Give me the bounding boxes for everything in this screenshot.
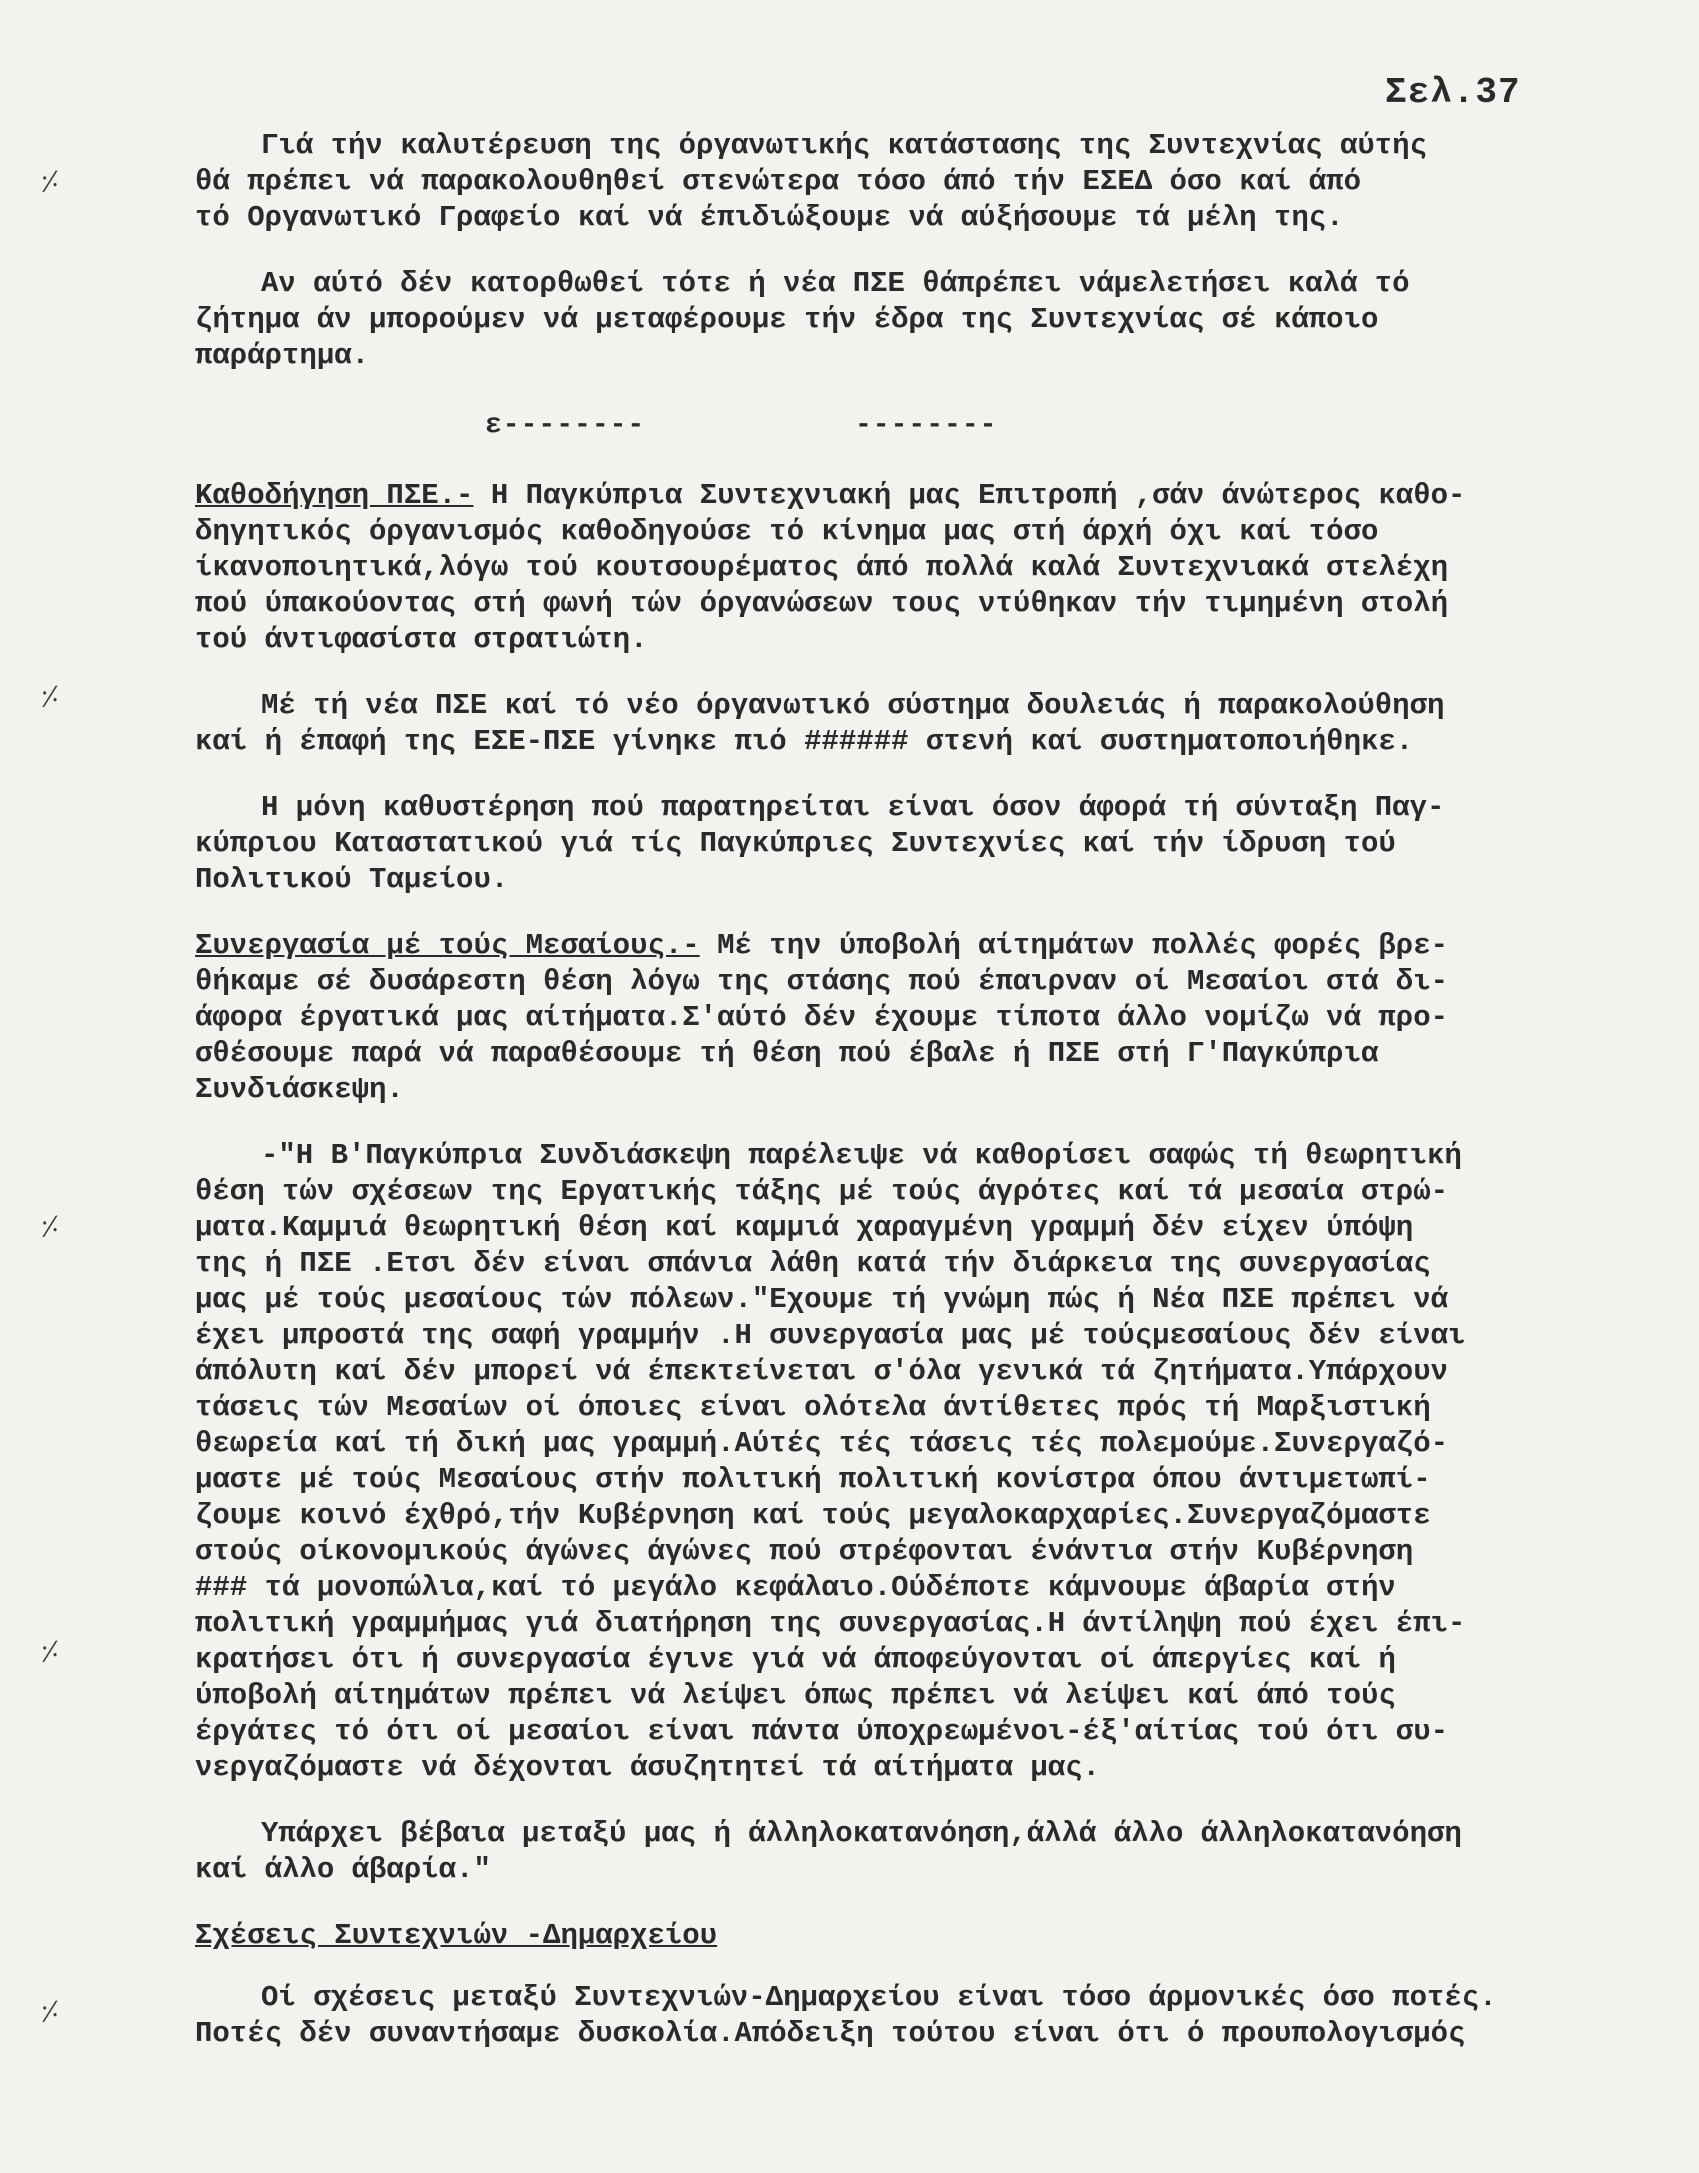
section-text: Η Παγκύπρια Συντεχνιακή μας Επιτροπή ,σάν άνώτερος καθο- δηγητικός όργανισμός καθοδηγούσε τό κίνημα μας στή άρχή όχι καί τόσο ίκανοποιητικά,λόγω τού κουτσουρέματος άπό πολλά καλά Συντεχνιακά στελέχη πού ύπακούοντας στή φωνή τών όργανώσεων τους ντύθηκαν τήν τιμημένη στολή τού άντιφασίστα στρατιώτη.	[195, 479, 1466, 656]
separator-right: --------	[855, 410, 998, 441]
margin-mark: ⸓	[40, 1998, 60, 2032]
paragraph: Αν αύτό δέν κατορθωθεί τότε ή νέα ΠΣΕ θάπρέπει νάμελετήσει καλά τό ζήτημα άν μπορούμεν νά μεταφέρουμε τήν έδρα της Συντεχνίας σέ κάποιο παράρτημα.	[195, 267, 1410, 372]
section-separator	[195, 400, 1655, 444]
paragraph: Γιά τήν καλυτέρευση της όργανωτικής κατάστασης της Συντεχνίας αύτής θά πρέπει νά παρακολουθηθεί στενώτερα τόσο άπό τήν ΕΣΕΔ όσο καί άπό τό Οργανωτικό Γραφείο καί νά έπιδιώξουμε νά αύξήσουμε τά μέλη της.	[195, 129, 1427, 234]
quoted-passage-closing: Υπάρχει βέβαια μεταξύ μας ή άλληλοκατανόηση,άλλά άλλο άλληλοκατανόηση καί άλλο άβαρία."	[195, 1817, 1462, 1886]
section-heading: Συνεργασία μέ τούς Μεσαίους.-	[195, 929, 700, 962]
separator-left: ε--------	[485, 410, 646, 441]
margin-mark: ⸓	[40, 1213, 60, 1247]
paragraph: Η μόνη καθυστέρηση πού παρατηρείται είναι όσον άφορά τή σύνταξη Παγ- κύπριου Καταστατικού γιά τίς Παγκύπριες Συντεχνίες καί τήν ίδρυση τού Πολιτικού Ταμείου.	[195, 791, 1445, 896]
margin-mark: ⸓	[40, 168, 60, 202]
section-leadership	[195, 478, 1655, 658]
paragraph: Μέ τή νέα ΠΣΕ καί τό νέο όργανωτικό σύστημα δουλειάς ή παρακολούθηση καί ή έπαφή της ΕΣΕ-ΠΣΕ γίνηκε πιό ###### στενή καί συστηματοποιήθηκε.	[195, 689, 1445, 758]
section-cooperation	[195, 928, 1655, 1108]
section-heading: Καθοδήγηση ΠΣΕ.-	[195, 479, 474, 512]
quoted-passage: -"Η Β'Παγκύπρια Συνδιάσκεψη παρέλειψε νά καθορίσει σαφώς τή θεωρητική θέση τών σχέσεων της Εργατικής τάξης μέ τούς άγρότες καί τά μεσαία στρώ- ματα.Καμμιά θεωρητική θέση καί καμμιά χαραγμένη γραμμή δέν είχεν ύπόψη της ή ΠΣΕ .Ετσι δέν είναι σπάνια λάθη κατά τήν διάρκεια της συνεργασίας μας μέ τούς μεσαίους τών πόλεων."Εχουμε τή γνώμη πώς ή Νέα ΠΣΕ πρέπει νά έχει μπροστά της σαφή γραμμήν .Η συνεργασία μας μέ τούςμεσαίους δέν είναι άπόλυτη καί δέν μπορεί νά έπεκτείνεται σ'όλα γενικά τά ζητήματα.Υπάρχουν τάσεις τών Μεσαίων οί όποιες είναι ολότελα άντίθετες πρός τή Μαρξιστική θεωρεία καί τή δική μας γραμμή.Αύτές τές τάσεις τές πολεμούμε.Συνεργαζό- μαστε μέ τούς Μεσαίους στήν πολιτική πολιτική κονίστρα όπου άντιμετωπί- ζουμε κοινό έχθρό,τήν Κυβέρνηση καί τούς μεγαλοκαρχαρίες.Συνεργαζόμαστε στούς οίκονομικούς άγώνες άγώνες πού στρέφονται ένάντια στήν Κυβέρνηση ### τά μονοπώλια,καί τό μεγάλο κεφάλαιο.Ούδέποτε κάμνουμε άβαρία στήν πολιτική γραμμήμας γιά διατήρηση της συνεργασίας.Η άντίληψη πού έχει έπι- κρατήσει ότι ή συνεργασία έγινε γιά νά άποφεύγονται οί άπεργίες καί ή ύποβολή αίτημάτων πρέπει νά λείψει όπως πρέπει νά λείψει καί άπό τούς έργάτες τό ότι οί μεσαίοι είναι πάντα ύποχρεωμένοι-έξ'αίτίας τού ότι συ- νεργαζόμαστε νά δέχονται άσυζητητεί τά αίτήματα μας.	[195, 1139, 1466, 1784]
page-number: Σελ.37	[1385, 72, 1521, 113]
margin-mark: ⸓	[40, 683, 60, 717]
paragraph: Οί σχέσεις μεταξύ Συντεχνιών-Δημαρχείου είναι τόσο άρμονικές όσο ποτές. Ποτές δέν συναντήσαμε δυσκολία.Απόδειξη τούτου είναι ότι ό προυπολογισμός	[195, 1981, 1497, 2050]
margin-mark: ⸓	[40, 1638, 60, 1672]
section-heading: Σχέσεις Συντεχνιών -Δημαρχείου	[195, 1919, 718, 1952]
document-body	[195, 128, 1655, 2082]
section-text: Μέ την ύποβολή αίτημάτων πολλές φορές βρε- θήκαμε σέ δυσάρεστη θέση λόγω της στάσης πού έπαιρναν οί Μεσαίοι στά δι- άφορα έργατικά μας αίτήματα.Σ'αύτό δέν έχουμε τίποτα άλλο νομίζω νά προ- σθέσουμε παρά νά παραθέσουμε τή θέση πού έβαλε ή ΠΣΕ στή Γ'Παγκύπρια Συνδιάσκεψη.	[195, 929, 1449, 1106]
